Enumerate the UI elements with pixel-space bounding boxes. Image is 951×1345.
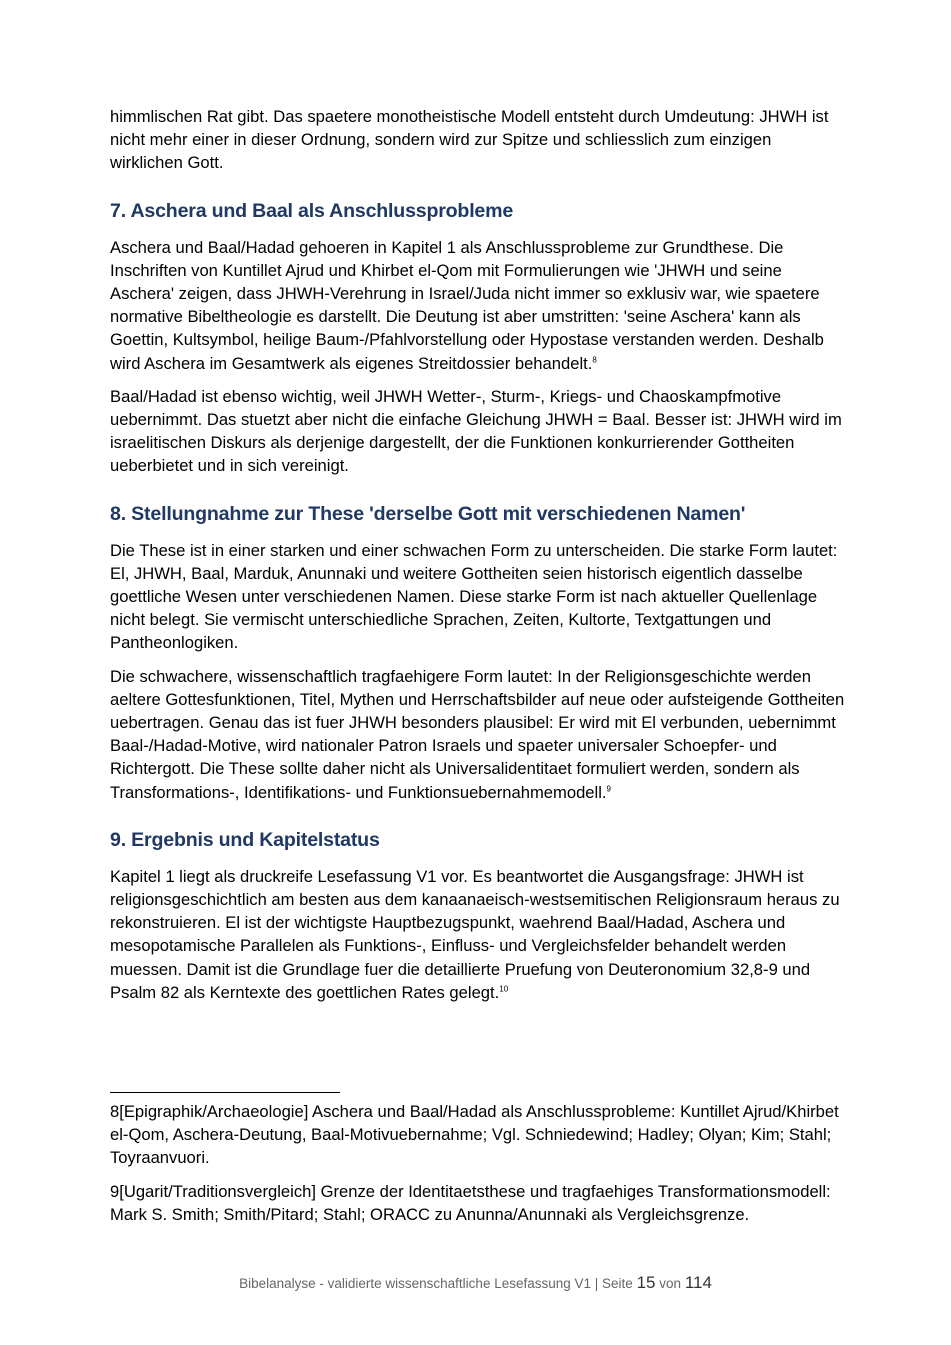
section-7-paragraph-2: Baal/Hadad ist ebenso wichtig, weil JHWH Wetter-, Sturm-, Kriegs- und Chaoskampfmotive uebernimmt. Das stuetzt aber nicht die einfache Gleichung JHWH = Baal. Besser ist: JHWH wird im israelitischen Diskurs als derjenige dargestellt, der die Funktionen konkurrierender Gottheiten ueberbietet und in sich vereinigt. [110,386,842,476]
page-total: 114 [684,1273,712,1292]
page-footer [0,1273,951,1293]
footnote-ref-10: 10 [499,984,509,994]
footnote-separator [110,1092,340,1093]
footnote-8: 8[Epigraphik/Archaeologie] Aschera und Baal/Hadad als Anschlussprobleme: Kuntillet Ajrud/Khirbet el-Qom, Aschera-Deutung, Baal-Motivuebernahme; Vgl. Schniedewind; Hadley; Olyan; Kim; Stahl; Toyraanvuori. [110,1102,839,1168]
intro-paragraph: himmlischen Rat gibt. Das spaetere monotheistische Modell entsteht durch Umdeutung: JHWH ist nicht mehr einer in dieser Ordnung, sondern wird zur Spitze und schliesslich zum einzigen wirklichen Gott. [110,107,829,173]
section-7-heading: 7. Aschera und Baal als Anschlussprobleme [110,199,514,222]
section-9-heading: 9. Ergebnis und Kapitelstatus [110,828,380,851]
section-8-paragraph-2 [110,665,845,804]
section-8-heading: 8. Stellungnahme zur These 'derselbe Gott mit verschiedenen Namen' [110,502,746,525]
section-7-paragraph-1-text: Aschera und Baal/Hadad gehoeren in Kapitel 1 als Anschlussprobleme zur Grundthese. Die Inschriften von Kuntillet Ajrud und Khirbet el-Qom mit Formulierungen wie 'JHWH und seine Aschera' zeigen, dass JHWH-Verehrung in Israel/Juda nicht immer so exklusiv war, wie spaetere normative Bibeltheologie es darstellt. Die Deutung ist aber umstritten: 'seine Aschera' kann als Goettin, Kultsymbol, heilige Baum-/Pfahlvorstellung oder Hypostase verstanden werden. Deshalb wird Aschera im Gesamtwerk als eigenes Streitdossier behandelt. [110,237,824,373]
footer-of: von [659,1276,682,1291]
footnote-ref-8: 8 [592,355,597,365]
page-body [110,105,845,1014]
section-8-paragraph-2-text: Die schwachere, wissenschaftlich tragfaehigere Form lautet: In der Religionsgeschichte werden aeltere Gottesfunktionen, Titel, Mythen und Herrschaftsbilder auf neue oder aufsteigende Gottheiten uebertragen. Genau das ist fuer JHWH besonders plausibel: Er wird mit El verbunden, uebernimmt Baal-/Hadad-Motive, wird nationaler Patron Israels und spaeter universaler Schoepfer- und Richtergott. Die These sollte daher nicht als Universalidentitaet formuliert werden, sondern als Transformations-, Identifikations- und Funktionsuebernahmemodell. [110,666,845,802]
section-9-paragraph-1-text: Kapitel 1 liegt als druckreife Lesefassung V1 vor. Es beantwortet die Ausgangsfrage: JHWH ist religionsgeschichtlich am besten aus dem kanaanaeisch-westsemitischen Religionsraum heraus zu rekonstruieren. El ist der wichtigste Hauptbezugspunkt, waehrend Baal/Hadad, Aschera und mesopotamische Parallelen als Funktions-, Einfluss- und Vergleichsfelder behandelt werden muessen. Damit ist die Grundlage fuer die detaillierte Pruefung von Deuteronomium 32,8-9 und Psalm 82 als Kerntexte des goettlichen Rates gelegt. [110,866,840,1002]
page-number: 15 [636,1273,656,1292]
section-9-paragraph-1 [110,865,845,1004]
footnote-9: 9[Ugarit/Traditionsvergleich] Grenze der Identitaetsthese und tragfaehiges Transformationsmodell: Mark S. Smith; Smith/Pitard; Stahl; ORACC zu Anunna/Anunnaki als Vergleichsgrenze. [110,1181,831,1224]
footer-text: Bibelanalyse - validierte wissenschaftliche Lesefassung V1 | Seite [239,1276,633,1291]
footnote-ref-9: 9 [606,784,611,794]
section-8-paragraph-1: Die These ist in einer starken und einer schwachen Form zu unterscheiden. Die starke Form lautet: El, JHWH, Baal, Marduk, Anunnaki und weitere Gottheiten seien historisch eigentlich dasselbe goettliche Wesen unter verschiedenen Namen. Diese starke Form ist nach aktueller Quellenlage nicht belegt. Sie vermischt unterschiedliche Sprachen, Zeiten, Kultorte, Textgattungen und Pantheonlogiken. [110,540,838,653]
footnotes [110,1100,845,1236]
section-7-paragraph-1 [110,236,845,375]
